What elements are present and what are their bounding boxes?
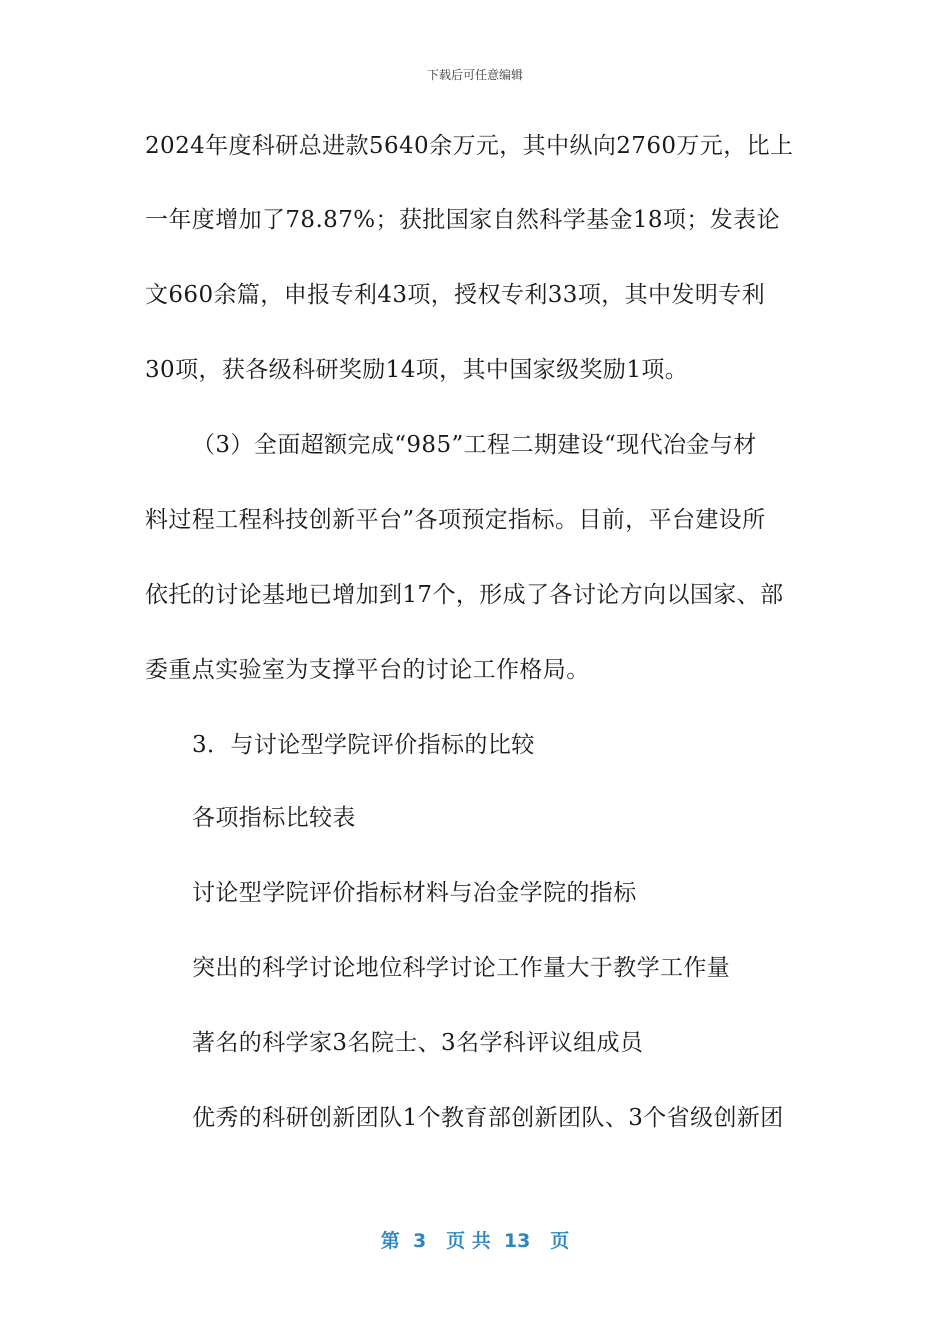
table-title: 各项指标比较表: [192, 805, 356, 831]
paragraph-line: 文660余篇，申报专利43项，授权专利33项，其中发明专利: [145, 282, 766, 308]
table-row: 优秀的科研创新团队1个教育部创新团队、3个省级创新团: [192, 1105, 784, 1131]
paragraph-line: 依托的讨论基地已增加到17个，形成了各讨论方向以国家、部: [145, 582, 784, 608]
table-row: 著名的科学家3名院士、3名学科评议组成员: [192, 1030, 644, 1056]
table-header-row: 讨论型学院评价指标材料与冶金学院的指标: [192, 880, 637, 906]
table-row: 突出的科学讨论地位科学讨论工作量大于教学工作量: [192, 955, 731, 981]
page-number: 第 3 页 共 13 页: [380, 1230, 570, 1252]
paragraph-line: （3）全面超额完成“985”工程二期建设“现代冶金与材: [192, 432, 757, 458]
paragraph-line: 委重点实验室为支撑平台的讨论工作格局。: [145, 657, 590, 683]
paragraph-line: 料过程工程科技创新平台”各项预定指标。目前，平台建设所: [145, 507, 766, 533]
download-note: 下载后可任意编辑: [426, 68, 523, 82]
paragraph-line: 30项，获各级科研奖励14项，其中国家级奖励1项。: [145, 357, 689, 383]
section-heading: 3．与讨论型学院评价指标的比较: [192, 732, 535, 758]
paragraph-line: 一年度增加了78.87%；获批国家自然科学基金18项；发表论: [145, 207, 780, 233]
paragraph-line: 2024年度科研总进款5640余万元，其中纵向2760万元，比上: [145, 133, 794, 159]
